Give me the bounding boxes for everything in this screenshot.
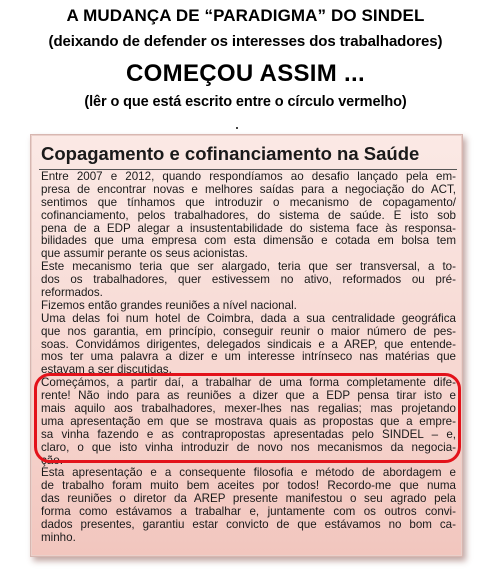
body-line: forma como estávamos a trabalhar e, juntamente com os outros convi- — [41, 506, 456, 519]
highlighted-line: Começámos, a partir daí, a trabalhar de uma forma completamente dife- — [41, 377, 456, 390]
body-line: de trabalho foram muito bem aceites por todos! Recordo-me que numa — [41, 480, 456, 493]
highlighted-line: sa vinha fazendo e as contrapropostas apresentadas pelo SINDEL – e, — [41, 428, 456, 441]
body-line: minho. — [41, 531, 76, 544]
headline-line-1: A MUDANÇA DE “PARADIGMA” DO SINDEL — [66, 6, 425, 25]
highlighted-line: uma apresentação em que se mostrava quais as propostas que a empre- — [41, 415, 456, 428]
clipping-title: Copagamento e cofinanciamento na Saúde — [41, 143, 420, 164]
body-line: bilidades que uma empresa com esta dimensão e cotada em bolsa tem — [41, 235, 456, 248]
body-line: Este mecanismo teria que ser alargado, teria que ser transversal, a to- — [41, 261, 456, 274]
highlighted-line: mais aquilo aos trabalhadores, mexer-lhes nas regalias; mas projetando — [41, 403, 456, 416]
body-line: que assumir perante os seus acionistas. — [41, 248, 248, 261]
body-line: estavam a ser discutidas. — [41, 364, 172, 377]
headline-line-4: (lêr o que está escrito entre o círculo vermelho) — [84, 94, 407, 110]
body-line: Entre 2007 e 2012, quando respondíamos ao desafio lançado pela em- — [41, 171, 456, 183]
body-line: Uma delas foi num hotel de Coimbra, dada a sua centralidade geográfica — [41, 312, 456, 325]
body-line: que nos garantia, em princípio, conseguir reunir o maior número de pes- — [41, 325, 456, 338]
body-line: pena de a EDP alegar a insustentabilidade do sistema face às responsa- — [41, 222, 456, 235]
body-line: Esta apresentação e a consequente filosofia e método de abordagem e — [41, 467, 456, 480]
body-line: das reuniões o diretor da AREP presente manifestou o seu agrado pela — [41, 493, 456, 506]
headline-line-2: (deixando de defender os interesses dos trabalhadores) — [48, 33, 443, 50]
body-line: sentimos que tínhamos que introduzir o mecanismo de copagamento/ — [41, 196, 456, 209]
highlighted-line: ção. — [41, 454, 63, 467]
body-line: mos ter uma palavra a dizer e um interesse intrínseco nas matérias que — [41, 351, 456, 364]
stray-dot — [236, 127, 238, 129]
body-line: soas. Convidámos dirigentes, delegados sindicais e a AREP, que entende- — [41, 338, 456, 351]
body-line: reformados. — [41, 287, 103, 300]
body-line: dos os trabalhadores, quer estivessem no ativo, reformados ou pré- — [41, 274, 456, 287]
body-line: Fizemos então grandes reuniões a nível nacional. — [41, 299, 297, 312]
highlighted-line: rente! Não indo para as reuniões a dizer que a EDP pensa tirar isto e — [41, 390, 456, 403]
body-line: dados presentes, garantiu estar convicto de que estávamos no bom ca- — [41, 519, 456, 532]
body-line: presa de encontrar novas e melhores saídas para a negociação do ACT, — [41, 183, 456, 196]
highlighted-line: claro, o que isto vinha introduzir de novo nos mecanismos da negocia- — [41, 441, 456, 454]
newspaper-clipping — [30, 134, 463, 557]
clipping-body — [41, 171, 456, 545]
body-line: cofinanciamento, pelos trabalhadores, do sistema de saúde. E isto sob — [41, 209, 456, 222]
headline-line-3: COMEÇOU ASSIM ... — [126, 60, 365, 87]
title-underline — [39, 169, 457, 170]
